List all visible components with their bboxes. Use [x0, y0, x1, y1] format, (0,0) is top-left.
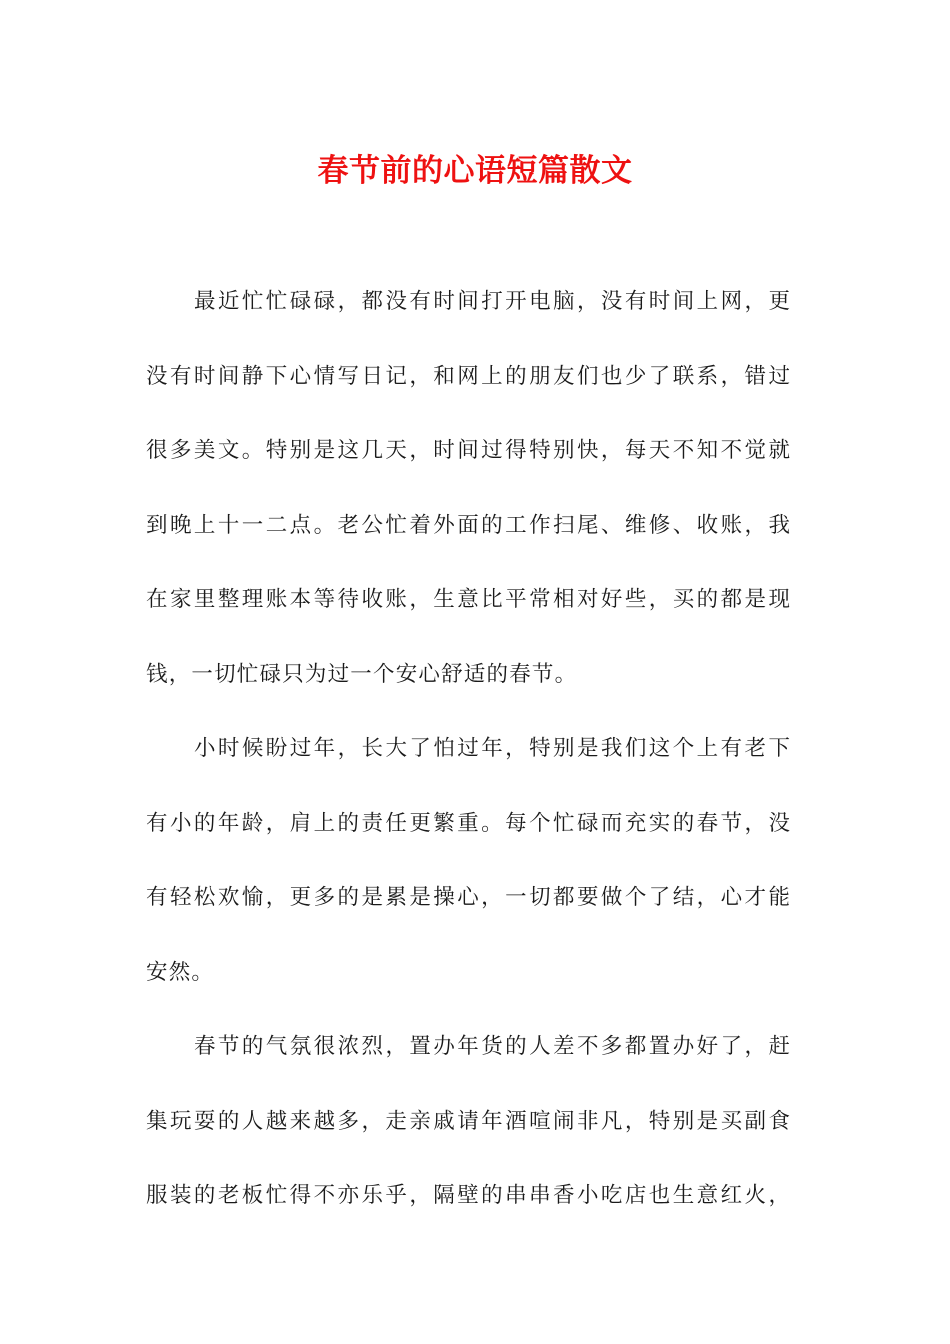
- text-line: 春节的气氛很浓烈，置办年货的人差不多都置办好了，赶: [194, 1034, 790, 1059]
- text-line: 最近忙忙碌碌，都没有时间打开电脑，没有时间上网，更: [194, 289, 790, 314]
- text-line: 到晚上十一二点。老公忙着外面的工作扫尾、维修、收账，我: [146, 512, 790, 538]
- text-line: 钱，一切忙碌只为过一个安心舒适的春节。: [146, 661, 578, 687]
- text-line: 小时候盼过年，长大了怕过年，特别是我们这个上有老下: [194, 736, 790, 761]
- text-line: 集玩耍的人越来越多，走亲戚请年酒喧闹非凡，特别是买副食: [146, 1108, 790, 1134]
- text-line: 安然。: [146, 959, 215, 985]
- text-line: 在家里整理账本等待收账，生意比平常相对好些，买的都是现: [146, 587, 790, 612]
- document-title: 春节前的心语短篇散文: [317, 153, 633, 189]
- text-line: 有小的年龄，肩上的责任更繁重。每个忙碌而充实的春节，没: [146, 810, 790, 836]
- text-line: 没有时间静下心情写日记，和网上的朋友们也少了联系，错过: [146, 363, 790, 389]
- text-line: 服装的老板忙得不亦乐乎，隔壁的串串香小吃店也生意红火，: [146, 1183, 790, 1208]
- text-line: 有轻松欢愉，更多的是累是操心，一切都要做个了结，心才能: [146, 885, 790, 910]
- text-line: 很多美文。特别是这几天，时间过得特别快，每天不知不觉就: [146, 438, 790, 463]
- document-body: [146, 290, 790, 1259]
